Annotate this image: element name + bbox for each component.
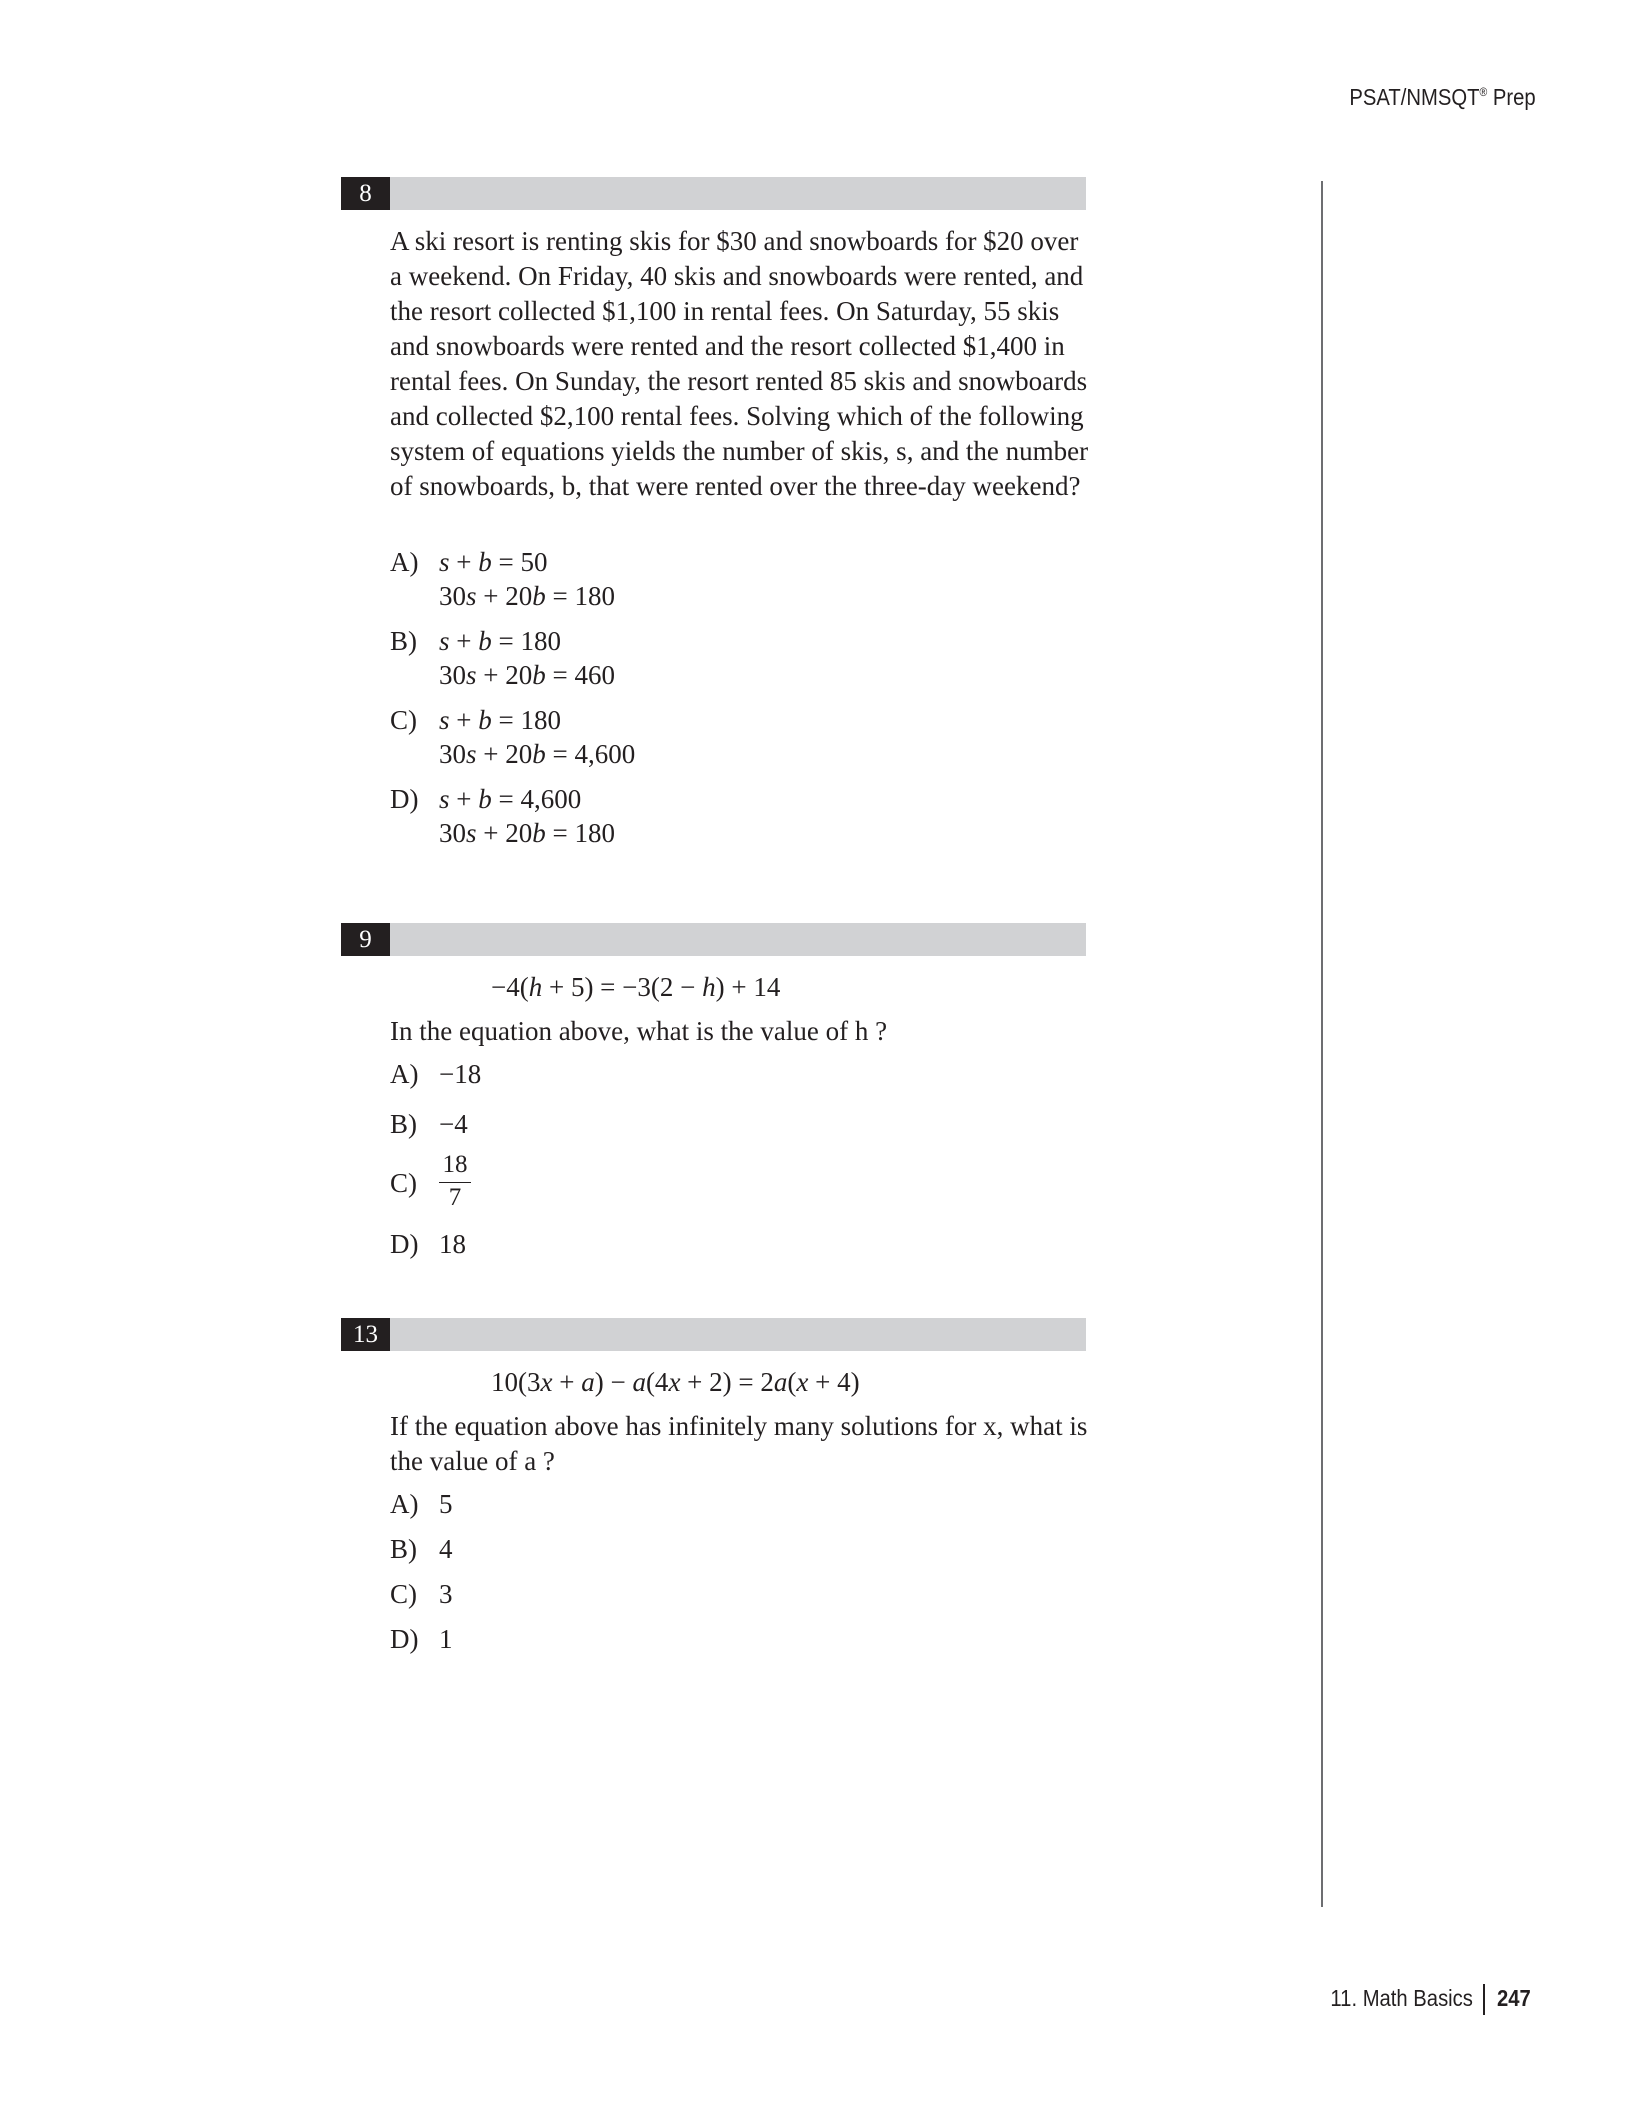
choice-letter: C): [390, 705, 417, 735]
choice-equations: s + b = 50 30s + 20b = 180: [439, 547, 615, 611]
question-8-choice-c[interactable]: [390, 703, 636, 769]
question-number: 9: [341, 923, 390, 956]
question-8-prompt: A ski resort is renting skis for $30 and snowboards for $20 over a weekend. On Friday, 40 skis and snowboards were rented, and the resort collected $1,100 in rental fees. On Saturday, 55 skis and snowboards were rented and the resort collected $1,400 in rental fees. On Sunday, the resort rented 85 skis and snowboards and collected $2,100 rental fees. Solving which of the following system of equations yields the number of skis, s, and the number of snowboards, b, that were rented over the three-day weekend?: [390, 226, 1089, 501]
question-8-bar: [341, 177, 1086, 210]
question-number: 13: [341, 1318, 390, 1351]
choice-letter: B): [390, 1534, 417, 1564]
question-9-bar: [341, 923, 1086, 956]
question-13-choice-c[interactable]: [390, 1577, 453, 1611]
question-9-choice-c[interactable]: [390, 1151, 468, 1211]
question-13-choice-a[interactable]: [390, 1487, 453, 1521]
choice-letter: A): [390, 1059, 419, 1089]
registered-mark: ®: [1479, 85, 1488, 99]
question-9-prompt: In the equation above, what is the value of h ?: [390, 1016, 888, 1046]
choice-equations: s + b = 180 30s + 20b = 460: [439, 626, 615, 690]
page-number: 247: [1496, 1985, 1531, 2011]
question-9-equation: −4(h + 5) = −3(2 − h) + 14: [491, 972, 781, 1002]
question-8-choice-a[interactable]: [390, 545, 615, 611]
question-9-choice-d[interactable]: [390, 1227, 466, 1261]
choice-value: 3: [439, 1579, 453, 1609]
chapter-title: 11. Math Basics: [1330, 1985, 1473, 2011]
question-13-bar: [341, 1318, 1086, 1351]
footer-divider: [1483, 1984, 1485, 2015]
header-title-text: PSAT/NMSQT: [1349, 84, 1480, 110]
margin-rule: [1321, 181, 1323, 1907]
choice-value: 1: [439, 1624, 453, 1654]
question-8-choice-d[interactable]: [390, 782, 615, 848]
question-13-choice-b[interactable]: [390, 1532, 453, 1566]
header-title-suffix: Prep: [1487, 84, 1536, 110]
choice-equations: s + b = 180 30s + 20b = 4,600: [439, 705, 636, 769]
choice-letter: B): [390, 626, 417, 656]
choice-letter: D): [390, 1624, 419, 1654]
choice-value: −18: [439, 1059, 482, 1089]
choice-letter: C): [390, 1579, 417, 1609]
choice-letter: D): [390, 784, 419, 814]
choice-letter: B): [390, 1109, 417, 1139]
choice-value: 5: [439, 1489, 453, 1519]
choice-value: 4: [439, 1534, 453, 1564]
choice-equations: s + b = 4,600 30s + 20b = 180: [439, 784, 615, 848]
fraction-numerator: 18: [439, 1150, 471, 1183]
question-9-choice-b[interactable]: [390, 1107, 468, 1141]
choice-fraction: [439, 1150, 471, 1213]
question-13-prompt: If the equation above has infinitely many solutions for x, what is the value of a ?: [390, 1411, 1088, 1476]
choice-letter: C): [390, 1168, 417, 1198]
choice-value: −4: [439, 1109, 468, 1139]
question-8-choice-b[interactable]: [390, 624, 615, 690]
question-9-choice-a[interactable]: [390, 1057, 482, 1091]
choice-value: 18: [439, 1229, 466, 1259]
running-header: [1350, 84, 1536, 111]
question-number: 8: [341, 177, 390, 210]
question-13-choice-d[interactable]: [390, 1622, 453, 1656]
page-footer: [1311, 1981, 1535, 2015]
choice-letter: A): [390, 1489, 419, 1519]
question-13-equation: 10(3x + a) − a(4x + 2) = 2a(x + 4): [491, 1367, 860, 1397]
fraction-denominator: 7: [448, 1184, 462, 1211]
choice-letter: D): [390, 1229, 419, 1259]
choice-letter: A): [390, 547, 419, 577]
